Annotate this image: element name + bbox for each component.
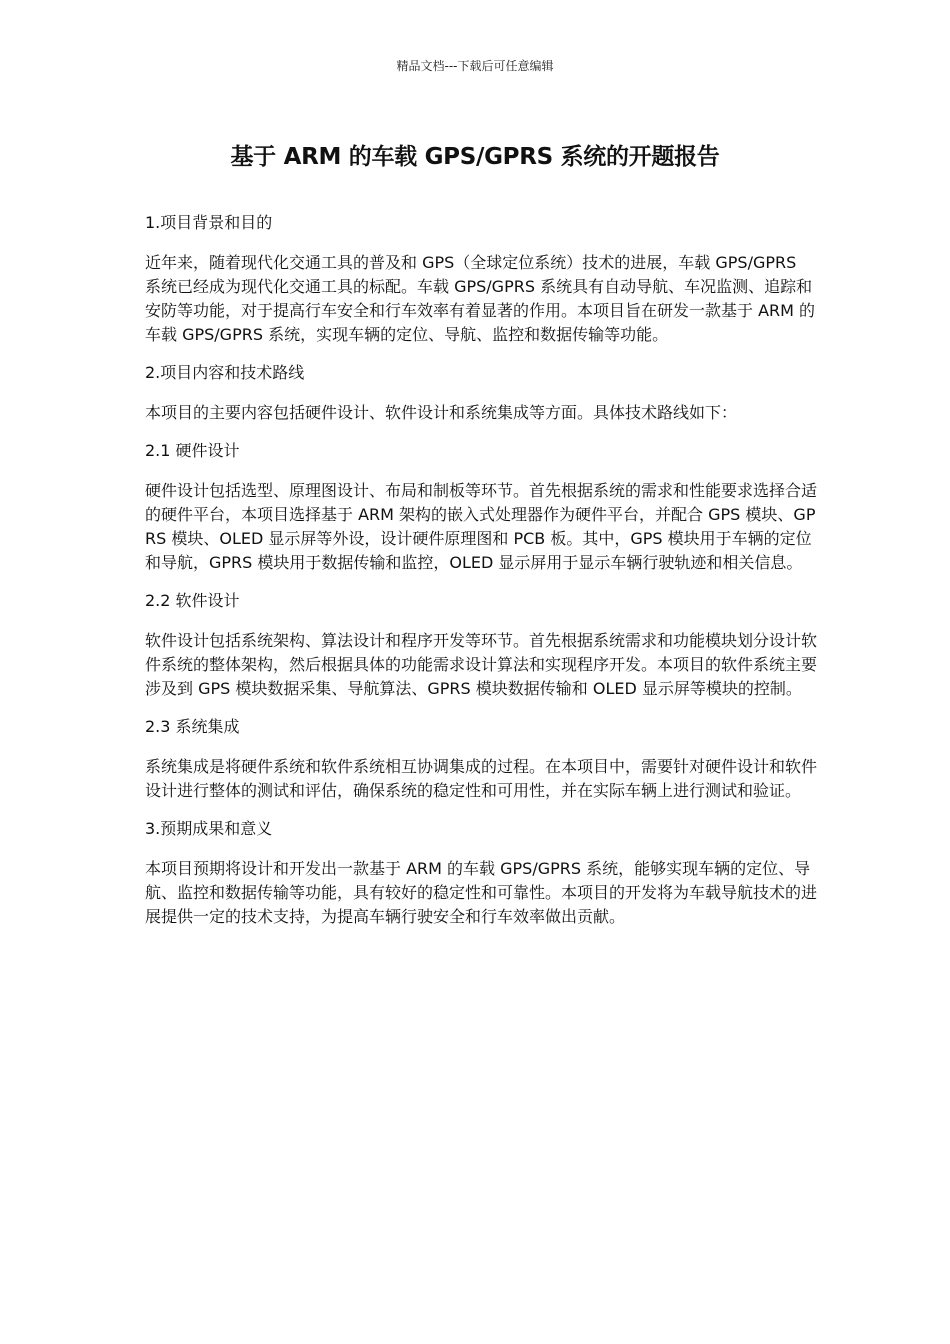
section-heading-3: 3.预期成果和意义 bbox=[145, 819, 273, 838]
section-heading-2-3: 2.3 系统集成 bbox=[145, 717, 240, 736]
paragraph-content-overview: 本项目的主要内容包括硬件设计、软件设计和系统集成等方面。具体技术路线如下： bbox=[145, 403, 738, 422]
document-title: 基于 ARM 的车载 GPS/GPRS 系统的开题报告 bbox=[230, 144, 720, 170]
section-heading-2-1: 2.1 硬件设计 bbox=[145, 441, 240, 460]
paragraph-system-integration: 系统集成是将硬件系统和软件系统相互协调集成的过程。在本项目中，需要针对硬件设计和软件设计进行整体的测试和评估，确保系统的稳定性和可用性，并在实际车辆上进行测试和验证。 bbox=[145, 757, 818, 800]
paragraph-hardware-design: 硬件设计包括选型、原理图设计、布局和制板等环节。首先根据系统的需求和性能要求选择合适的硬件平台，本项目选择基于 ARM 架构的嵌入式处理器作为硬件平台，并配合 GPS 模块、GPRS 模块、OLED 显示屏等外设，设计硬件原理图和 PCB 板。其中，GPS 模块用于车辆的定位和导航，GPRS 模块用于数据传输和监控，OLED 显示屏用于显示车辆行驶轨迹和相关信息。 bbox=[145, 481, 818, 572]
section-heading-1: 1.项目背景和目的 bbox=[145, 213, 273, 232]
document-body bbox=[145, 212, 817, 944]
section-heading-2: 2.项目内容和技术路线 bbox=[145, 363, 305, 382]
paragraph-software-design: 软件设计包括系统架构、算法设计和程序开发等环节。首先根据系统需求和功能模块划分设计软件系统的整体架构，然后根据具体的功能需求设计算法和实现程序开发。本项目的软件系统主要涉及到 GPS 模块数据采集、导航算法、GPRS 模块数据传输和 OLED 显示屏等模块的控制。 bbox=[145, 631, 818, 698]
paragraph-expected-results: 本项目预期将设计和开发出一款基于 ARM 的车载 GPS/GPRS 系统，能够实现车辆的定位、导航、监控和数据传输等功能，具有较好的稳定性和可靠性。本项目的开发将为车载导航技术的进展提供一定的技术支持，为提高车辆行驶安全和行车效率做出贡献。 bbox=[145, 859, 818, 926]
paragraph-background: 近年来，随着现代化交通工具的普及和 GPS（全球定位系统）技术的进展，车载 GPS/GPRS 系统已经成为现代化交通工具的标配。车载 GPS/GPRS 系统具有自动导航、车况监测、追踪和安防等功能，对于提高行车安全和行车效率有着显著的作用。本项目旨在研发一款基于 ARM 的车载 GPS/GPRS 系统，实现车辆的定位、导航、监控和数据传输等功能。 bbox=[145, 253, 816, 344]
header-note: 精品文档---下载后可任意编辑 bbox=[396, 59, 554, 73]
section-heading-2-2: 2.2 软件设计 bbox=[145, 591, 240, 610]
